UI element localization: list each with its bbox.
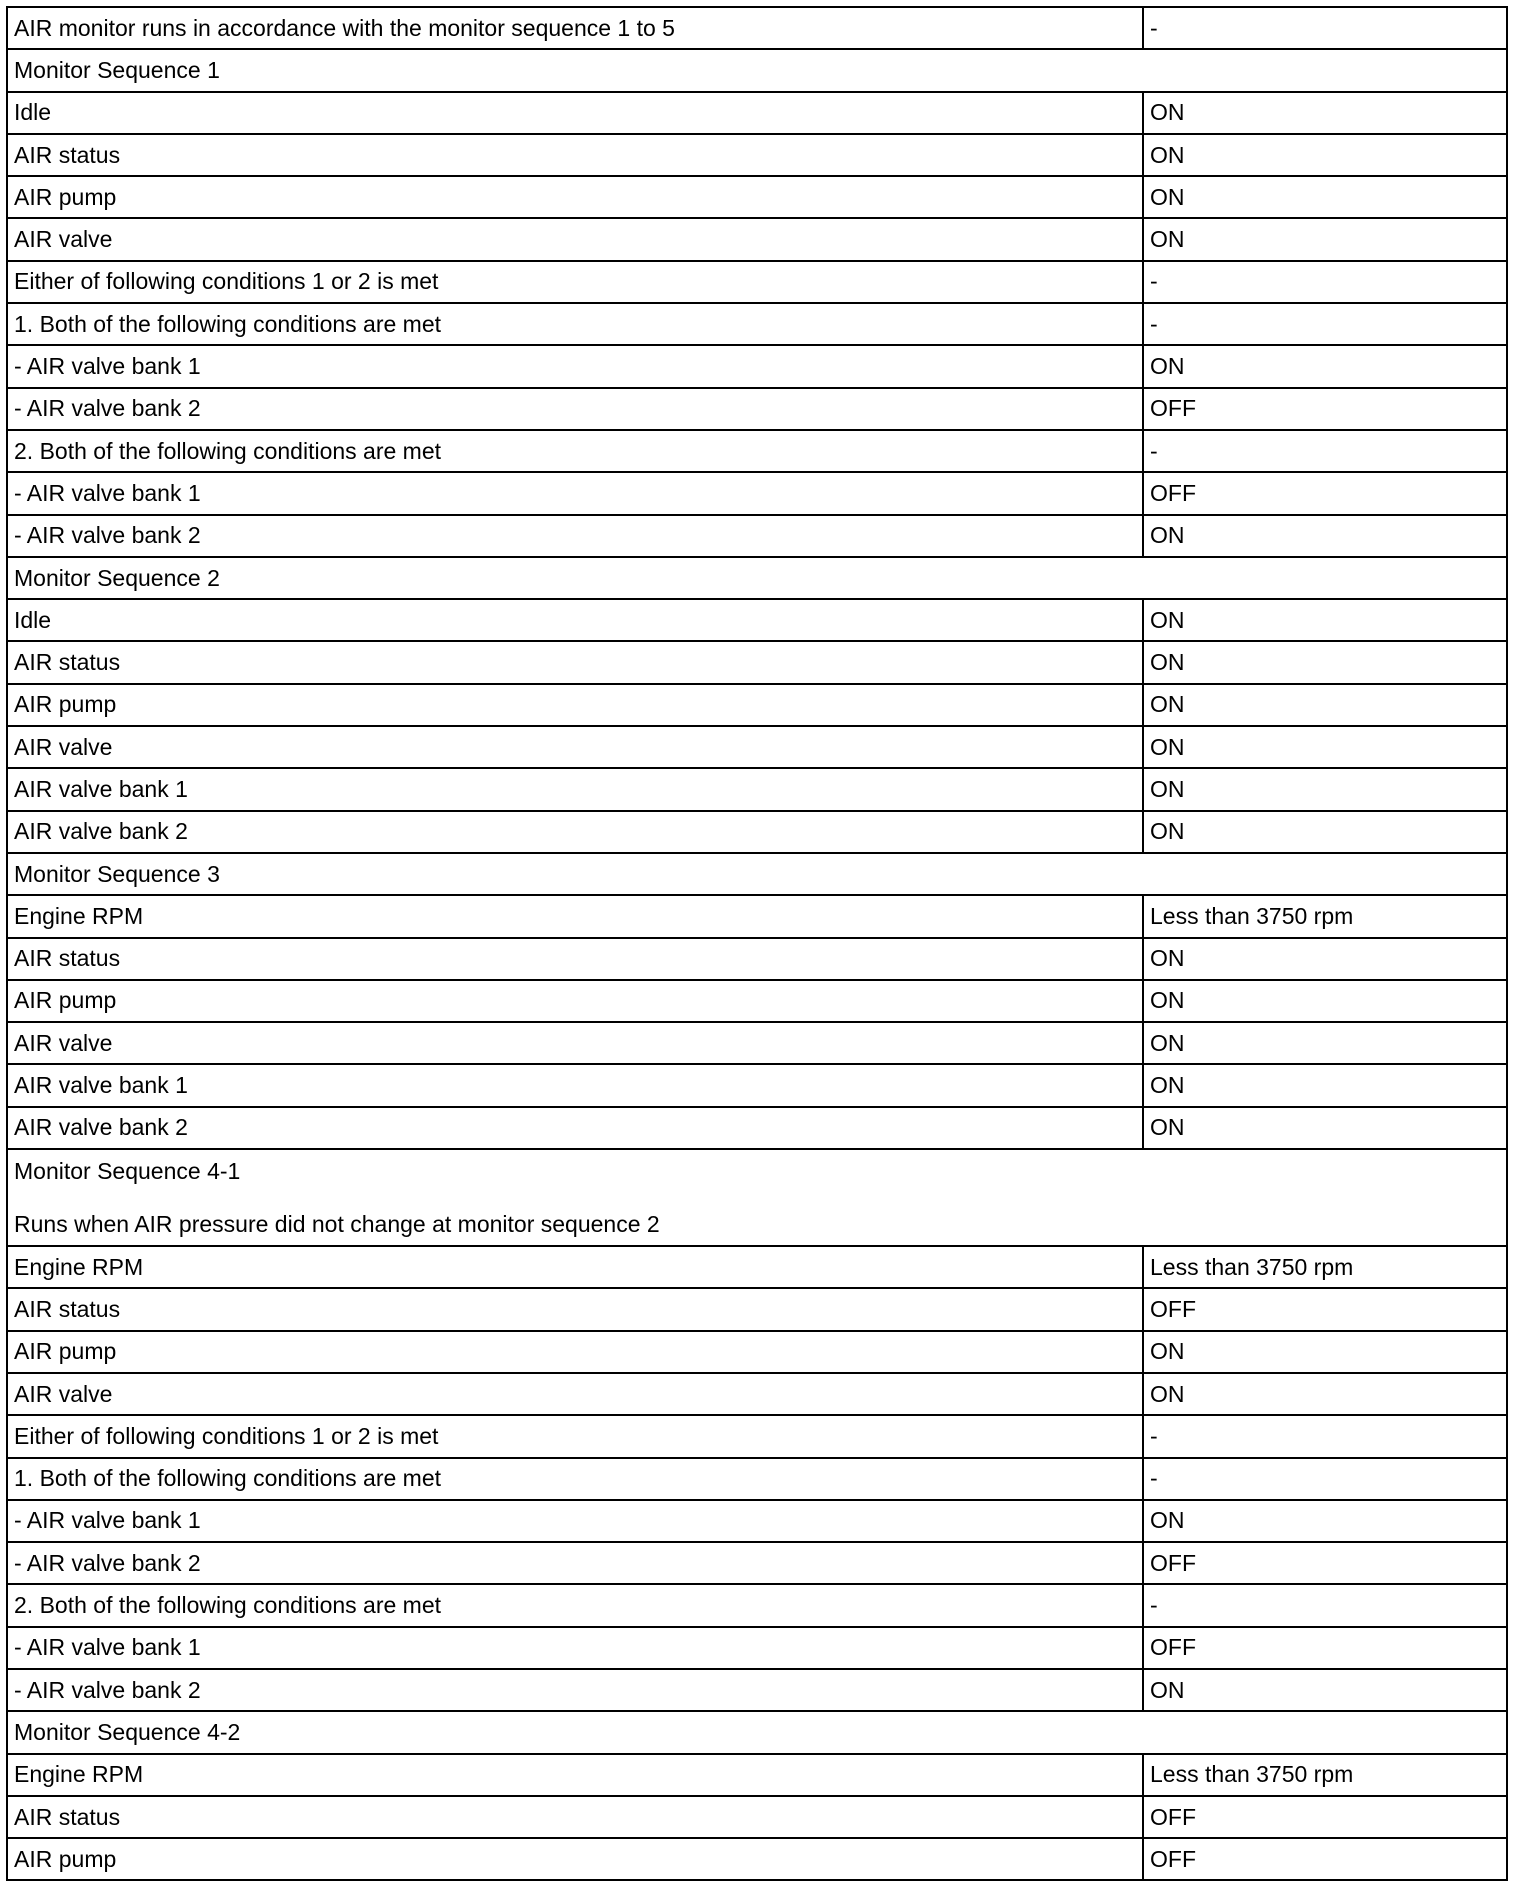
table-row	[8, 1583, 1506, 1625]
condition-value: ON	[1150, 1338, 1185, 1365]
condition-label: Idle	[8, 600, 1144, 640]
table-row	[8, 1626, 1506, 1668]
section-header-row	[8, 1148, 1506, 1245]
table-row	[8, 514, 1506, 556]
condition-value: ON	[1150, 1507, 1185, 1534]
condition-label: AIR status	[8, 642, 1144, 682]
table-row	[8, 429, 1506, 471]
condition-value: -	[1150, 1422, 1158, 1449]
condition-label: AIR pump	[8, 981, 1144, 1021]
condition-label: AIR valve bank 2	[8, 812, 1144, 852]
condition-label: 2. Both of the following conditions are met	[8, 1585, 1144, 1625]
table-row	[8, 1063, 1506, 1105]
condition-value: ON	[1150, 226, 1185, 253]
section-title: Monitor Sequence 4-1	[14, 1157, 241, 1184]
table-row	[8, 1499, 1506, 1541]
condition-label: AIR valve	[8, 727, 1144, 767]
condition-value: ON	[1150, 1676, 1185, 1703]
table-row	[8, 1414, 1506, 1456]
condition-label: Engine RPM	[8, 1247, 1144, 1287]
table-row	[8, 1541, 1506, 1583]
table-row	[8, 640, 1506, 682]
condition-label: AIR monitor runs in accordance with the monitor sequence 1 to 5	[8, 8, 1144, 48]
condition-value: OFF	[1150, 1845, 1196, 1872]
section-title: Monitor Sequence 4-2	[14, 1718, 241, 1745]
condition-label: - AIR valve bank 1	[8, 346, 1144, 386]
condition-label: AIR status	[8, 135, 1144, 175]
table-row	[8, 1330, 1506, 1372]
table-row	[8, 1668, 1506, 1710]
condition-label: - AIR valve bank 1	[8, 1501, 1144, 1541]
table-row	[8, 1021, 1506, 1063]
condition-label: AIR pump	[8, 1332, 1144, 1372]
condition-value: ON	[1150, 183, 1185, 210]
table-row	[8, 471, 1506, 513]
condition-value: OFF	[1150, 395, 1196, 422]
condition-value: ON	[1150, 606, 1185, 633]
condition-value: ON	[1150, 141, 1185, 168]
table-row	[8, 937, 1506, 979]
condition-label: - AIR valve bank 2	[8, 389, 1144, 429]
condition-value: ON	[1150, 1029, 1185, 1056]
condition-label: AIR status	[8, 1289, 1144, 1329]
condition-value: -	[1150, 310, 1158, 337]
condition-label: - AIR valve bank 2	[8, 516, 1144, 556]
section-title: Monitor Sequence 3	[14, 860, 220, 887]
condition-value: -	[1150, 14, 1158, 41]
condition-value: ON	[1150, 99, 1185, 126]
condition-value: OFF	[1150, 1295, 1196, 1322]
condition-value: ON	[1150, 1380, 1185, 1407]
condition-label: AIR status	[8, 939, 1144, 979]
table-row	[8, 1837, 1506, 1879]
condition-label: AIR valve bank 2	[8, 1108, 1144, 1148]
section-header-row	[8, 556, 1506, 598]
condition-value: ON	[1150, 1114, 1185, 1141]
table-row	[8, 683, 1506, 725]
condition-value: ON	[1150, 818, 1185, 845]
section-title: Monitor Sequence 2	[14, 564, 220, 591]
table-row	[8, 1372, 1506, 1414]
table-row	[8, 175, 1506, 217]
condition-label: 2. Both of the following conditions are met	[8, 431, 1144, 471]
condition-label: AIR status	[8, 1797, 1144, 1837]
table-row	[8, 133, 1506, 175]
condition-label: 1. Both of the following conditions are met	[8, 304, 1144, 344]
condition-label: Either of following conditions 1 or 2 is met	[8, 262, 1144, 302]
table-row	[8, 8, 1506, 48]
section-title: Monitor Sequence 1	[14, 56, 220, 83]
condition-label: AIR pump	[8, 1839, 1144, 1879]
condition-label: AIR pump	[8, 177, 1144, 217]
condition-label: 1. Both of the following conditions are met	[8, 1459, 1144, 1499]
condition-label: AIR pump	[8, 685, 1144, 725]
table-row	[8, 1753, 1506, 1795]
condition-label: - AIR valve bank 1	[8, 1628, 1144, 1668]
condition-value: ON	[1150, 1072, 1185, 1099]
condition-value: ON	[1150, 522, 1185, 549]
condition-label: AIR valve bank 1	[8, 769, 1144, 809]
condition-value: Less than 3750 rpm	[1150, 1253, 1354, 1280]
condition-label: Idle	[8, 93, 1144, 133]
table-row	[8, 767, 1506, 809]
table-row	[8, 260, 1506, 302]
table-row	[8, 387, 1506, 429]
condition-value: -	[1150, 1592, 1158, 1619]
table-row	[8, 1457, 1506, 1499]
table-row	[8, 1245, 1506, 1287]
condition-value: -	[1150, 437, 1158, 464]
table-row	[8, 1287, 1506, 1329]
condition-label: - AIR valve bank 1	[8, 473, 1144, 513]
table-row	[8, 894, 1506, 936]
condition-value: -	[1150, 268, 1158, 295]
condition-value: Less than 3750 rpm	[1150, 1761, 1354, 1788]
condition-value: OFF	[1150, 479, 1196, 506]
section-note: Runs when AIR pressure did not change at monitor sequence 2	[14, 1210, 660, 1237]
table-row	[8, 91, 1506, 133]
table-row	[8, 979, 1506, 1021]
condition-label: Either of following conditions 1 or 2 is met	[8, 1416, 1144, 1456]
section-header-row	[8, 1710, 1506, 1752]
condition-label: Engine RPM	[8, 1755, 1144, 1795]
condition-value: OFF	[1150, 1549, 1196, 1576]
table-row	[8, 1106, 1506, 1148]
condition-label: - AIR valve bank 2	[8, 1543, 1144, 1583]
table-row	[8, 810, 1506, 852]
table-row	[8, 344, 1506, 386]
table-row	[8, 598, 1506, 640]
table-row	[8, 725, 1506, 767]
monitor-sequence-table	[6, 6, 1508, 1881]
section-header-row	[8, 852, 1506, 894]
condition-value: -	[1150, 1465, 1158, 1492]
table-row	[8, 217, 1506, 259]
condition-value: ON	[1150, 987, 1185, 1014]
condition-value: Less than 3750 rpm	[1150, 902, 1354, 929]
condition-label: AIR valve	[8, 219, 1144, 259]
condition-value: ON	[1150, 353, 1185, 380]
condition-value: ON	[1150, 649, 1185, 676]
condition-value: ON	[1150, 733, 1185, 760]
condition-label: AIR valve	[8, 1023, 1144, 1063]
condition-label: - AIR valve bank 2	[8, 1670, 1144, 1710]
table-row	[8, 1795, 1506, 1837]
condition-label: AIR valve	[8, 1374, 1144, 1414]
condition-value: ON	[1150, 775, 1185, 802]
condition-value: ON	[1150, 691, 1185, 718]
section-header-row	[8, 48, 1506, 90]
condition-label: AIR valve bank 1	[8, 1065, 1144, 1105]
table-row	[8, 302, 1506, 344]
condition-value: OFF	[1150, 1634, 1196, 1661]
condition-value: OFF	[1150, 1803, 1196, 1830]
condition-value: ON	[1150, 945, 1185, 972]
condition-label: Engine RPM	[8, 896, 1144, 936]
section-header-cell	[8, 1150, 1506, 1245]
